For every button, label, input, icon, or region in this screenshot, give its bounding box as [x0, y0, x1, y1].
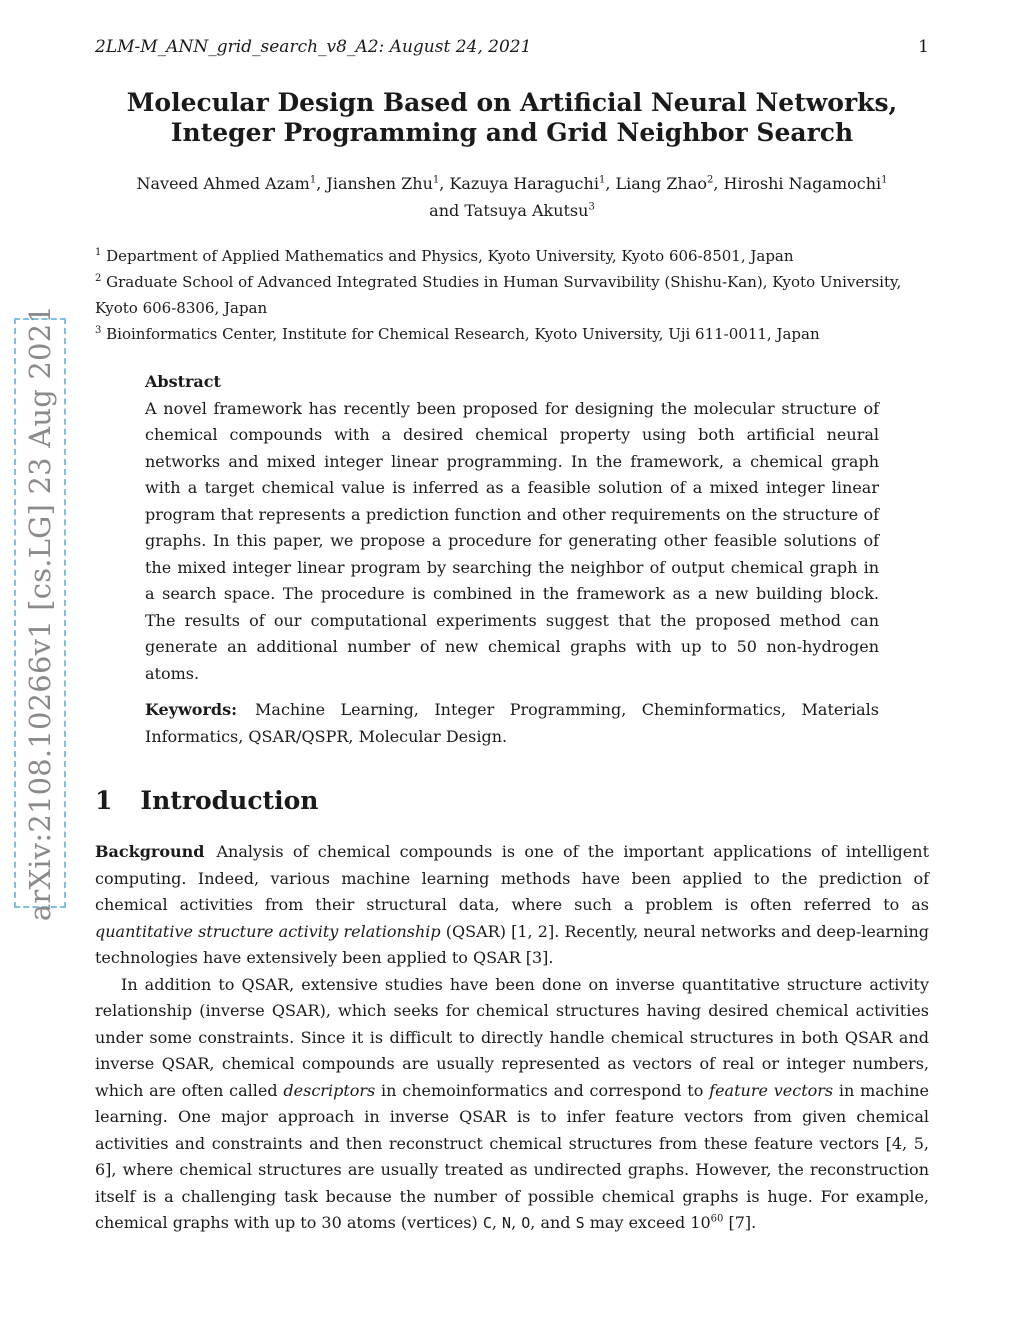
paragraph-text: in chemoinformatics and correspond to — [375, 1080, 710, 1100]
emphasis-term: feature vectors — [709, 1080, 834, 1100]
author-affiliation-mark: 3 — [588, 201, 595, 213]
paragraph-text: may exceed 10 — [584, 1213, 711, 1232]
affiliation-mark: 2 — [95, 273, 102, 284]
keywords-text: Machine Learning, Integer Programming, Cheminformatics, Materials Informatics, QSAR/QSPR, Molecular Design. — [145, 700, 879, 746]
author-affiliation-mark: 2 — [707, 174, 714, 186]
keywords — [145, 697, 879, 750]
keywords-label: Keywords: — [145, 700, 238, 719]
page-number: 1 — [918, 37, 929, 57]
paragraph-text: Analysis of chemical compounds is one of the important applications of intelligent computing. Indeed, various machine learning methods have been applied to the prediction of chemical activities from their structural data, where such a problem is often referred to as — [95, 842, 929, 914]
affiliation-mark: 1 — [95, 247, 102, 258]
abstract-heading: Abstract — [145, 372, 221, 391]
running-head — [95, 37, 929, 57]
paragraph-text: in machine learning. One major approach in inverse QSAR is to infer feature vectors from given chemical activities and constraints and then reconstruct chemical structures from these feature vectors [4, 5, 6], where chemical structures are usually treated as undirected graphs. However, the reconstruction itself is a challenging task because the number of possible chemical graphs is huge. For example, chemical graphs with up to 30 atoms (vertices) — [95, 1080, 929, 1232]
paragraph-label: Background — [95, 842, 205, 861]
abstract-text: A novel framework has recently been proposed for designing the molecular structure of chemical compounds with a desired chemical property using both artificial neural networks and mixed integer linear programming. In the framework, a chemical graph with a target chemical value is inferred as a feasible solution of a mixed integer linear program that represents a prediction function and other requirements on the structure of graphs. In this paper, we propose a procedure for generating other feasible solutions of the mixed integer linear program by searching the neighbor of output chemical graph in a search space. The procedure is combined in the framework as a new building block. The results of our computational experiments suggest that the proposed method can generate an additional number of new chemical graphs with up to 50 non-hydrogen atoms. — [145, 398, 879, 683]
exponent: 60 — [710, 1213, 724, 1225]
affiliation-item — [95, 321, 929, 347]
author-affiliation-mark: 1 — [432, 174, 440, 186]
paragraph-text: In addition to QSAR, extensive studies have been done on inverse quantitative structure activity relationship (inverse QSAR), which seeks for chemical structures having desired chemical activities under some constraints. Since it is difficult to directly handle chemical structures in both QSAR and inverse QSAR, chemical compounds are usually represented as vectors of real or integer numbers, which are often called — [95, 974, 929, 1100]
paper-title — [95, 88, 929, 148]
affiliation-text: Department of Applied Mathematics and Physics, Kyoto University, Kyoto 606-8501, Japan — [106, 247, 794, 265]
section-heading — [95, 786, 318, 815]
author-affiliation-mark: 1 — [598, 174, 606, 186]
author-name: Hiroshi Nagamochi — [723, 174, 882, 193]
atom-symbol: N — [502, 1214, 512, 1232]
running-head-label: 2LM-M_ANN_grid_search_v8_A2: August 24, 2021 — [95, 37, 532, 57]
title-line-2: Integer Programming and Grid Neighbor Search — [170, 118, 854, 147]
emphasis-term: descriptors — [283, 1080, 376, 1100]
separator: , and — [530, 1213, 576, 1232]
author-name: Liang Zhao — [615, 174, 707, 193]
paragraph-text: [7]. — [723, 1213, 757, 1232]
affiliation-mark: 3 — [95, 325, 102, 336]
emphasis-term: quantitative structure activity relationship — [95, 921, 441, 941]
author-name: Kazuya Haraguchi — [449, 174, 599, 193]
paragraph-text: (QSAR) [1, 2]. Recently, neural networks and deep-learning technologies have extensively been applied to QSAR [3]. — [95, 921, 929, 967]
abstract — [145, 369, 879, 750]
author-line-1: Naveed Ahmed Azam$^1$, Jianshen Zhu$^1$, Kazuya Haraguchi$^1$, Liang Zhao$^2$, Hiroshi Nagamochi$^1$ — [136, 174, 888, 193]
arxiv-stamp-text: arXiv:2108.10266v1 [cs.LG] 23 Aug 2021 — [23, 304, 57, 922]
atom-symbol: C — [482, 1214, 492, 1232]
author-affiliation-mark: 1 — [309, 174, 317, 186]
author-name: Tatsuya Akutsu — [464, 201, 589, 220]
section-number: 1 — [95, 786, 113, 815]
paragraph-background — [95, 839, 929, 972]
author-list — [95, 170, 929, 224]
affiliation-item — [95, 243, 929, 269]
separator: , — [491, 1213, 503, 1232]
atom-symbol: O — [521, 1214, 531, 1232]
author-name: Naveed Ahmed Azam — [136, 174, 310, 193]
affiliation-text: Graduate School of Advanced Integrated Studies in Human Survavibility (Shishu-Kan), Kyoto University, Kyoto 606-8306, Japan — [95, 273, 902, 317]
atom-symbol: S — [575, 1214, 585, 1232]
affiliation-item — [95, 269, 929, 321]
section-title: Introduction — [140, 786, 319, 815]
introduction-body — [95, 839, 929, 1237]
affiliation-list — [95, 243, 929, 347]
author-conjunction: and — [429, 201, 460, 220]
affiliation-text: Bioinformatics Center, Institute for Chemical Research, Kyoto University, Uji 611-0011, Japan — [106, 325, 820, 343]
title-line-1: Molecular Design Based on Artificial Neural Networks, — [126, 88, 898, 117]
paragraph-inverse-qsar — [95, 972, 929, 1237]
author-affiliation-mark: 1 — [881, 174, 888, 186]
author-line-2 — [95, 197, 929, 224]
author-name: Jianshen Zhu — [326, 174, 433, 193]
separator: , — [511, 1213, 522, 1232]
arxiv-stamp[interactable] — [14, 304, 66, 922]
